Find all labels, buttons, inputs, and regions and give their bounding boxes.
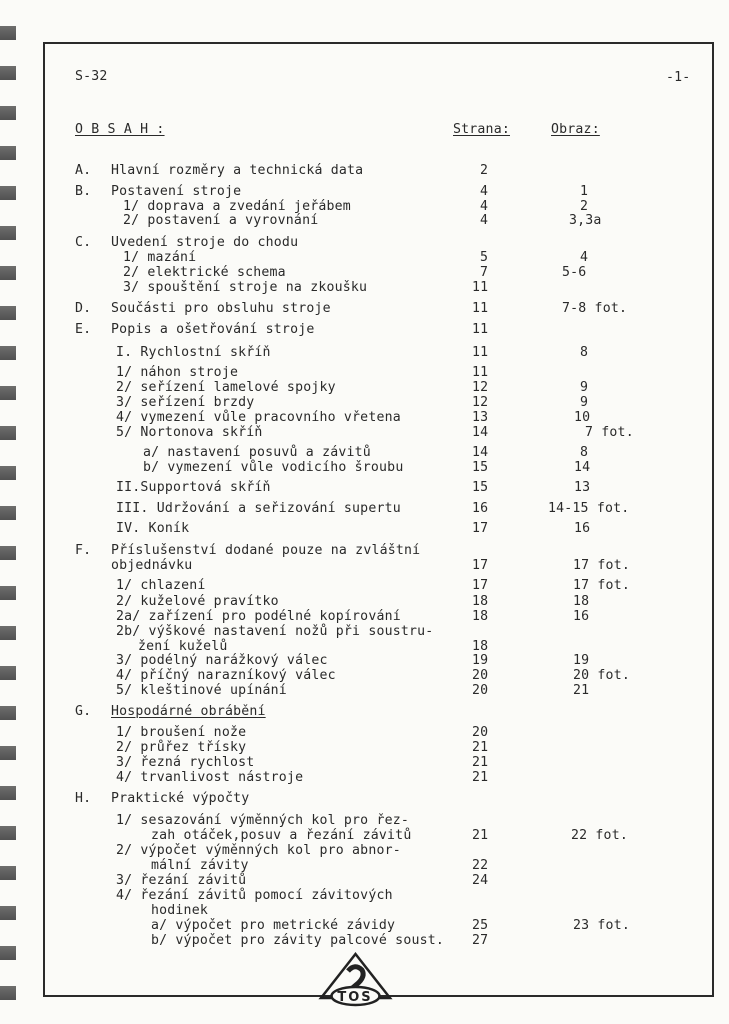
entry-page-number: 17 [472, 521, 489, 536]
entry-text: 5/ Nortonova skříň [116, 425, 263, 440]
section-label: C. [75, 235, 92, 250]
entry-figure-ref: 8 [580, 445, 589, 460]
entry-page-number: 27 [472, 933, 489, 948]
entry-text: 1/ doprava a zvedání jeřábem [123, 199, 351, 214]
entry-page-number: 4 [480, 199, 489, 214]
entry-page-number: 17 [472, 558, 489, 573]
page-number: -1- [666, 70, 691, 85]
figure-column-header: Obraz: [551, 122, 600, 137]
entry-figure-ref: 13 [574, 480, 591, 495]
entry-text: 2/ kuželové pravítko [116, 594, 279, 609]
entry-figure-ref: 10 [574, 410, 591, 425]
entry-figure-ref: 18 [573, 594, 590, 609]
section-label: A. [75, 163, 92, 178]
contents-title: O B S A H : [75, 122, 165, 137]
entry-page-number: 21 [472, 828, 489, 843]
entry-page-number: 18 [472, 609, 489, 624]
section-label: H. [75, 791, 92, 806]
entry-text: b/ výpočet pro závity palcové soust. [151, 933, 445, 948]
entry-figure-ref: 16 [574, 521, 591, 536]
entry-text: a/ nastavení posuvů a závitů [143, 445, 371, 460]
entry-text: 4/ řezání závitů pomocí závitových [116, 888, 393, 903]
entry-page-number: 7 [480, 265, 489, 280]
entry-page-number: 20 [472, 683, 489, 698]
entry-text: 1/ sesazování výměnných kol pro řez- [116, 813, 410, 828]
entry-figure-ref: 22 fot. [571, 828, 628, 843]
entry-page-number: 15 [472, 460, 489, 475]
entry-figure-ref: 1 [580, 184, 589, 199]
entry-page-number: 18 [472, 639, 489, 654]
entry-page-number: 18 [472, 594, 489, 609]
entry-text: Uvedení stroje do chodu [111, 235, 299, 250]
entry-figure-ref: 14-15 fot. [548, 501, 630, 516]
entry-text: 2/ výpočet výměnných kol pro abnor- [116, 843, 401, 858]
entry-text: zah otáček,posuv a řezání závitů [151, 828, 412, 843]
entry-page-number: 5 [480, 250, 489, 265]
entry-page-number: 15 [472, 480, 489, 495]
document-code: S-32 [75, 69, 108, 84]
entry-text: 3/ seřízení brzdy [116, 395, 255, 410]
entry-text: 2/ průřez třísky [116, 740, 247, 755]
entry-figure-ref: 17 fot. [573, 558, 630, 573]
entry-text: Příslušenství dodané pouze na zvláštní [111, 543, 421, 558]
entry-page-number: 20 [472, 725, 489, 740]
section-label: D. [75, 301, 92, 316]
entry-text: žení kuželů [138, 639, 228, 654]
entry-text: II.Supportová skříň [116, 480, 271, 495]
entry-page-number: 21 [472, 770, 489, 785]
entry-figure-ref: 16 [573, 609, 590, 624]
entry-text: Postavení stroje [111, 184, 242, 199]
entry-page-number: 11 [472, 345, 489, 360]
entry-text: 1/ náhon stroje [116, 365, 239, 380]
entry-page-number: 17 [472, 578, 489, 593]
entry-figure-ref: 3,3a [569, 213, 602, 228]
entry-page-number: 4 [480, 184, 489, 199]
entry-page-number: 11 [472, 280, 489, 295]
entry-text: Popis a ošetřování stroje [111, 322, 315, 337]
section-label: B. [75, 184, 92, 199]
entry-text: b/ vymezení vůle vodicího šroubu [143, 460, 404, 475]
entry-page-number: 13 [472, 410, 489, 425]
entry-figure-ref: 9 [580, 380, 589, 395]
entry-figure-ref: 5-6 [562, 265, 587, 280]
entry-figure-ref: 19 [573, 653, 590, 668]
entry-page-number: 19 [472, 653, 489, 668]
entry-text: 4/ trvanlivost nástroje [116, 770, 304, 785]
entry-figure-ref: 7 fot. [585, 425, 634, 440]
entry-page-number: 14 [472, 425, 489, 440]
entry-page-number: 2 [480, 163, 489, 178]
entry-text: 3/ řezná rychlost [116, 755, 255, 770]
logo-text: TOS [337, 990, 373, 1005]
section-label: G. [75, 704, 92, 719]
entry-page-number: 4 [480, 213, 489, 228]
entry-text: 2/ seřízení lamelové spojky [116, 380, 336, 395]
entry-text: 2/ elektrické schema [123, 265, 286, 280]
entry-page-number: 25 [472, 918, 489, 933]
entry-figure-ref: 17 fot. [573, 578, 630, 593]
entry-text: 3/ řezání závitů [116, 873, 247, 888]
entry-page-number: 12 [472, 395, 489, 410]
section-label: E. [75, 322, 92, 337]
entry-text: mální závity [151, 858, 249, 873]
entry-text: 1/ mazání [123, 250, 197, 265]
entry-page-number: 21 [472, 740, 489, 755]
entry-page-number: 20 [472, 668, 489, 683]
entry-text: 2/ postavení a vyrovnání [123, 213, 319, 228]
entry-text: objednávku [111, 558, 193, 573]
entry-figure-ref: 14 [574, 460, 591, 475]
page-column-header: Strana: [453, 122, 510, 137]
entry-text: III. Udržování a seřizování supertu [116, 501, 401, 516]
entry-figure-ref: 9 [580, 395, 589, 410]
entry-text: 1/ broušení nože [116, 725, 247, 740]
binding-edge [0, 0, 16, 1024]
entry-figure-ref: 4 [580, 250, 589, 265]
entry-text: hodinek [151, 903, 208, 918]
entry-page-number: 11 [472, 322, 489, 337]
entry-figure-ref: 7-8 fot. [562, 301, 628, 316]
entry-text: 4/ příčný narazníkový válec [116, 668, 336, 683]
entry-page-number: 21 [472, 755, 489, 770]
entry-text: Hospodárné obrábění [111, 704, 266, 719]
entry-page-number: 14 [472, 445, 489, 460]
entry-page-number: 22 [472, 858, 489, 873]
entry-text: 1/ chlazení [116, 578, 206, 593]
entry-text: Praktické výpočty [111, 791, 250, 806]
section-label: F. [75, 543, 92, 558]
entry-page-number: 12 [472, 380, 489, 395]
entry-figure-ref: 21 [573, 683, 590, 698]
entry-figure-ref: 8 [580, 345, 589, 360]
entry-page-number: 11 [472, 301, 489, 316]
entry-figure-ref: 2 [580, 199, 589, 214]
entry-figure-ref: 23 fot. [573, 918, 630, 933]
entry-text: Součásti pro obsluhu stroje [111, 301, 331, 316]
entry-text: I. Rychlostní skříň [116, 345, 271, 360]
entry-text: 2a/ zařízení pro podélné kopírování [116, 609, 401, 624]
entry-figure-ref: 20 fot. [573, 668, 630, 683]
entry-page-number: 24 [472, 873, 489, 888]
entry-text: a/ výpočet pro metrické závidy [151, 918, 396, 933]
entry-text: 3/ podélný narážkový válec [116, 653, 328, 668]
entry-text: Hlavní rozměry a technická data [111, 163, 364, 178]
entry-text: 5/ kleštinové upínání [116, 683, 287, 698]
entry-text: 3/ spouštění stroje na zkoušku [123, 280, 368, 295]
entry-page-number: 11 [472, 365, 489, 380]
entry-page-number: 16 [472, 501, 489, 516]
entry-text: 4/ vymezení vůle pracovního vřetena [116, 410, 401, 425]
entry-text: 2b/ výškové nastavení nožů při soustru- [116, 624, 434, 639]
entry-text: IV. Koník [116, 521, 190, 536]
